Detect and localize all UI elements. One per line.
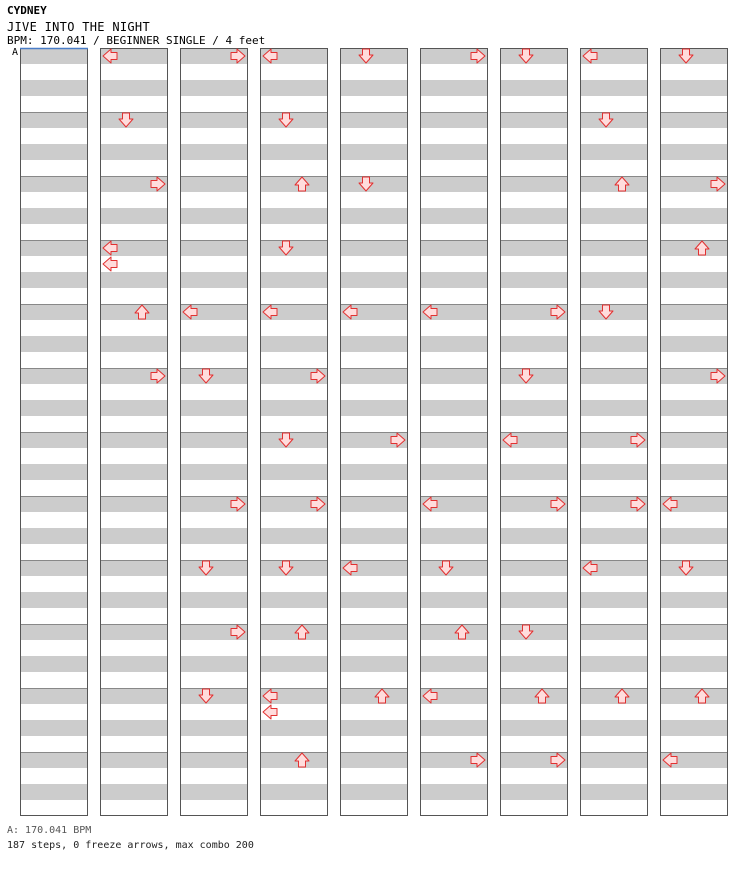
beat-stripe [20,528,88,544]
beat-stripe [420,336,488,352]
beat-stripe [180,272,248,288]
beat-stripe [180,240,248,256]
beat-stripe [180,688,248,704]
beat-stripe [260,656,328,672]
beat-stripe [580,80,648,96]
beat-stripe [500,336,568,352]
beat-stripe [340,464,408,480]
beat-stripe [500,80,568,96]
beat-stripe [20,304,88,320]
beat-stripe [100,752,168,768]
beat-stripe [100,624,168,640]
chart-column [660,48,728,816]
song-title: JIVE INTO THE NIGHT [7,20,150,34]
chart-column [20,48,88,816]
beat-stripe [100,432,168,448]
beat-stripe [20,784,88,800]
beat-stripe [180,720,248,736]
beat-stripe [420,656,488,672]
beat-stripe [340,688,408,704]
beat-stripe [580,368,648,384]
beat-stripe [180,80,248,96]
beat-stripe [180,368,248,384]
beat-stripe [20,464,88,480]
beat-stripe [580,528,648,544]
beat-stripe [180,784,248,800]
beat-stripe [20,176,88,192]
beat-stripe [260,336,328,352]
beat-stripe [100,336,168,352]
beat-stripe [340,112,408,128]
beat-stripe [340,528,408,544]
beat-stripe [420,112,488,128]
beat-stripe [500,112,568,128]
beat-stripe [420,720,488,736]
beat-stripe [20,432,88,448]
beat-stripe [260,240,328,256]
beat-stripe [500,368,568,384]
song-artist: CYDNEY [7,4,47,17]
beat-stripe [180,432,248,448]
beat-stripe [660,336,728,352]
beat-stripe [660,272,728,288]
beat-stripe [20,400,88,416]
beat-stripe [20,688,88,704]
beat-stripe [100,656,168,672]
beat-stripe [20,560,88,576]
beat-stripe [420,400,488,416]
beat-stripe [500,656,568,672]
beat-stripe [340,400,408,416]
beat-stripe [500,400,568,416]
beat-stripe [100,112,168,128]
beat-stripe [100,496,168,512]
beat-stripe [100,400,168,416]
beat-stripe [340,592,408,608]
beat-stripe [580,240,648,256]
beat-stripe [340,272,408,288]
beat-stripe [180,528,248,544]
beat-stripe [260,176,328,192]
beat-stripe [340,720,408,736]
beat-stripe [20,48,88,64]
beat-stripe [340,208,408,224]
beat-stripe [660,560,728,576]
chart-column [180,48,248,816]
beat-stripe [500,464,568,480]
beat-stripe [20,240,88,256]
beat-stripe [340,656,408,672]
beat-stripe [260,752,328,768]
beat-stripe [500,48,568,64]
beat-stripe [420,784,488,800]
beat-stripe [260,592,328,608]
beat-stripe [660,304,728,320]
beat-stripe [100,784,168,800]
beat-stripe [420,208,488,224]
beat-stripe [660,144,728,160]
beat-stripe [420,240,488,256]
beat-stripe [260,432,328,448]
beat-stripe [660,400,728,416]
beat-stripe [580,784,648,800]
beat-stripe [260,560,328,576]
beat-stripe [260,272,328,288]
beat-stripe [20,208,88,224]
beat-stripe [20,496,88,512]
beat-stripe [180,752,248,768]
beat-stripe [100,464,168,480]
beat-stripe [180,336,248,352]
beat-stripe [340,752,408,768]
beat-stripe [420,592,488,608]
beat-stripe [660,432,728,448]
beat-stripe [420,464,488,480]
beat-stripe [180,144,248,160]
beat-stripe [580,656,648,672]
beat-stripe [660,48,728,64]
beat-stripe [20,752,88,768]
beat-stripe [20,720,88,736]
beat-stripe [180,656,248,672]
beat-stripe [260,624,328,640]
beat-stripe [500,208,568,224]
beat-stripe [340,144,408,160]
chart-column [340,48,408,816]
beat-stripe [260,720,328,736]
beat-stripe [580,720,648,736]
beat-stripe [500,720,568,736]
beat-stripe [500,688,568,704]
beat-stripe [500,272,568,288]
beat-stripe [340,496,408,512]
beat-stripe [180,560,248,576]
chart-info: BPM: 170.041 / BEGINNER SINGLE / 4 feet [7,34,266,47]
beat-stripe [340,336,408,352]
beat-stripe [580,176,648,192]
beat-stripe [420,80,488,96]
beat-stripe [100,304,168,320]
chart-column [580,48,648,816]
beat-stripe [180,592,248,608]
beat-stripe [500,560,568,576]
beat-stripe [660,112,728,128]
beat-stripe [500,144,568,160]
beat-stripe [20,80,88,96]
beat-stripe [500,784,568,800]
beat-stripe [580,336,648,352]
beat-stripe [100,208,168,224]
beat-stripe [180,208,248,224]
beat-stripe [660,688,728,704]
beat-stripe [580,208,648,224]
beat-stripe [580,592,648,608]
beat-stripe [20,624,88,640]
beat-stripe [20,112,88,128]
beat-stripe [580,144,648,160]
beat-stripe [340,624,408,640]
beat-stripe [580,752,648,768]
beat-stripe [660,208,728,224]
beat-stripe [420,560,488,576]
beat-stripe [100,80,168,96]
beat-stripe [260,464,328,480]
beat-stripe [500,528,568,544]
beat-stripe [580,304,648,320]
beat-stripe [660,240,728,256]
beat-stripe [20,336,88,352]
beat-stripe [660,592,728,608]
beat-stripe [420,432,488,448]
beat-stripe [580,112,648,128]
beat-stripe [340,176,408,192]
beat-stripe [100,144,168,160]
step-stats: 187 steps, 0 freeze arrows, max combo 200 [7,840,254,851]
beat-stripe [260,144,328,160]
beat-stripe [20,592,88,608]
beat-stripe [260,80,328,96]
chart-column [500,48,568,816]
beat-stripe [260,784,328,800]
beat-stripe [100,528,168,544]
beat-stripe [340,784,408,800]
beat-stripe [420,368,488,384]
beat-stripe [260,112,328,128]
beat-stripe [340,48,408,64]
beat-stripe [20,144,88,160]
beat-stripe [180,400,248,416]
beat-stripe [660,464,728,480]
beat-stripe [500,176,568,192]
beat-stripe [660,784,728,800]
beat-stripe [580,400,648,416]
beat-stripe [260,400,328,416]
beat-stripe [660,528,728,544]
beat-stripe [420,624,488,640]
beat-stripe [500,624,568,640]
beat-stripe [100,688,168,704]
beat-stripe [500,240,568,256]
beat-stripe [500,592,568,608]
beat-stripe [580,624,648,640]
beat-stripe [340,368,408,384]
beat-stripe [420,272,488,288]
beat-stripe [580,688,648,704]
beat-stripe [180,112,248,128]
beat-stripe [580,464,648,480]
beat-stripe [100,720,168,736]
beat-stripe [660,720,728,736]
beat-stripe [260,208,328,224]
beat-stripe [660,624,728,640]
beat-stripe [100,272,168,288]
beat-stripe [340,80,408,96]
chart-column [100,48,168,816]
beat-stripe [660,80,728,96]
beat-stripe [340,240,408,256]
beat-stripe [420,144,488,160]
beat-stripe [180,176,248,192]
beat-stripe [660,656,728,672]
beat-stripe [420,528,488,544]
beat-stripe [20,656,88,672]
beat-stripe [180,464,248,480]
bpm-footer: A: 170.041 BPM [7,825,92,836]
beat-stripe [20,368,88,384]
beat-stripe [420,176,488,192]
beat-stripe [100,592,168,608]
beat-stripe [260,528,328,544]
bpm-marker-label: A [12,47,19,58]
beat-stripe [100,560,168,576]
beat-stripe [20,272,88,288]
beat-stripe [580,272,648,288]
